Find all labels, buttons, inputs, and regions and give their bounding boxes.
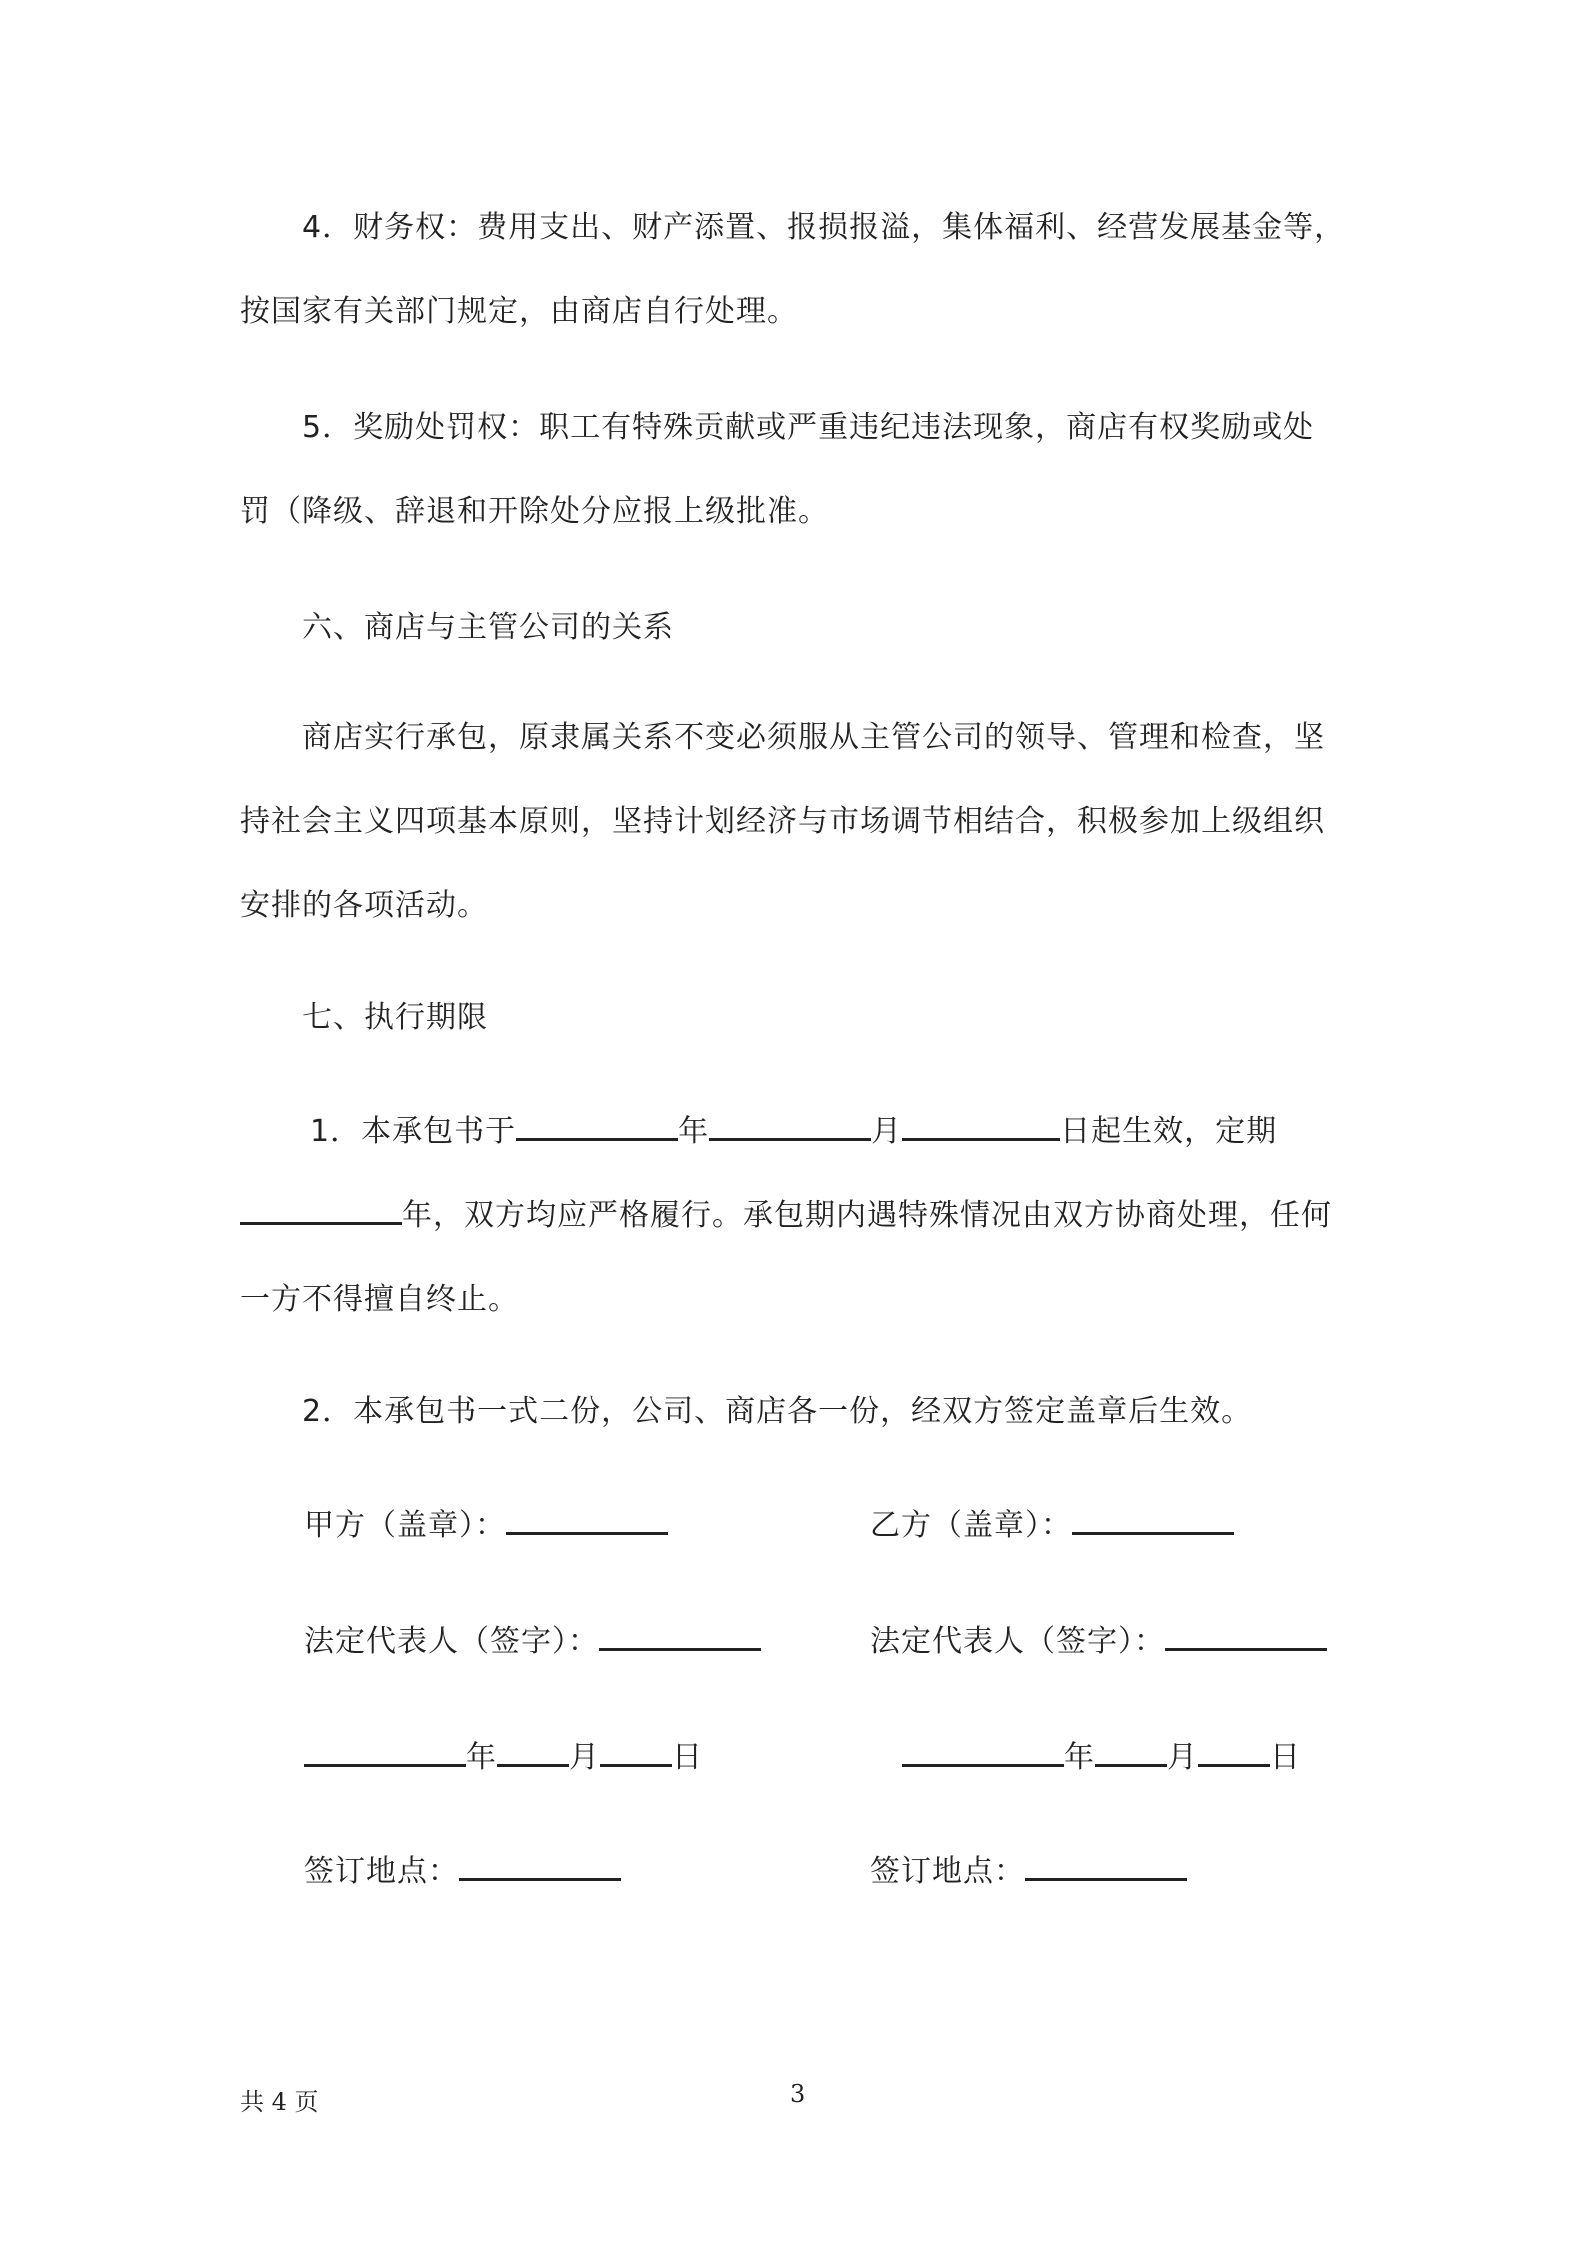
date-a-year: 年 [466, 1740, 497, 1775]
footer-total-pages: 共 4 页 [240, 2088, 319, 2116]
month-blank[interactable] [709, 1112, 871, 1141]
section-7-heading: 七、执行期限 [302, 1000, 488, 1035]
date-a-year-blank[interactable] [304, 1738, 466, 1767]
date-a-month: 月 [569, 1740, 600, 1775]
date-a-day: 日 [672, 1740, 703, 1775]
date-b-month-blank[interactable] [1095, 1738, 1167, 1767]
section-6-line3: 安排的各项活动。 [240, 888, 488, 923]
date-a [304, 1738, 703, 1778]
section-7-item1-line2 [240, 1196, 1332, 1236]
date-b-month: 月 [1167, 1740, 1198, 1775]
place-a-blank[interactable] [459, 1852, 621, 1881]
date-a-day-blank[interactable] [600, 1738, 672, 1767]
section-6-line1: 商店实行承包，原隶属关系不变必须服从主管公司的领导、管理和检查，坚 [302, 720, 1325, 755]
term-years-blank[interactable] [240, 1196, 402, 1225]
item1-month-label: 月 [871, 1114, 903, 1149]
item1-prefix: 1．本承包书于 [310, 1114, 517, 1149]
place-b-blank[interactable] [1025, 1852, 1187, 1881]
day-blank[interactable] [902, 1112, 1060, 1141]
legal-rep-a [304, 1622, 761, 1662]
section-6-line2: 持社会主义四项基本原则，坚持计划经济与市场调节相结合，积极参加上级组织 [240, 804, 1325, 839]
legal-rep-b-blank[interactable] [1165, 1622, 1327, 1651]
place-a [304, 1852, 621, 1892]
date-b-year-blank[interactable] [902, 1738, 1064, 1767]
date-b-day-blank[interactable] [1198, 1738, 1270, 1767]
section-7-item1-line3: 一方不得擅自终止。 [240, 1282, 519, 1317]
item1-year-label: 年 [678, 1114, 710, 1149]
item1-day-label: 日起生效，定期 [1060, 1114, 1278, 1149]
legal-rep-b [870, 1622, 1327, 1662]
paragraph-rewards-line2: 罚（降级、辞退和开除处分应报上级批准。 [240, 494, 829, 529]
date-b [902, 1738, 1301, 1778]
section-7-item2: 2．本承包书一式二份，公司、商店各一份，经双方签定盖章后生效。 [302, 1394, 1253, 1429]
place-a-label: 签订地点： [304, 1854, 459, 1889]
year-blank[interactable] [516, 1112, 678, 1141]
party-b-seal-blank[interactable] [1072, 1506, 1234, 1535]
place-b [870, 1852, 1187, 1892]
date-b-year: 年 [1064, 1740, 1095, 1775]
date-a-month-blank[interactable] [497, 1738, 569, 1767]
party-b-seal [870, 1506, 1234, 1546]
date-b-day: 日 [1270, 1740, 1301, 1775]
party-a-seal-blank[interactable] [506, 1506, 668, 1535]
party-b-seal-label: 乙方（盖章）： [870, 1508, 1072, 1543]
paragraph-rewards-line1: 5．奖励处罚权：职工有特殊贡献或严重违纪违法现象，商店有权奖励或处 [302, 410, 1315, 445]
place-b-label: 签订地点： [870, 1854, 1025, 1889]
legal-rep-a-blank[interactable] [599, 1622, 761, 1651]
section-6-heading: 六、商店与主管公司的关系 [302, 610, 674, 645]
paragraph-financial-rights-line2: 按国家有关部门规定，由商店自行处理。 [240, 294, 798, 329]
legal-rep-b-label: 法定代表人（签字）： [870, 1624, 1165, 1659]
section-7-item1-line1 [310, 1112, 1277, 1152]
item1-line2-text: 年，双方均应严格履行。承包期内遇特殊情况由双方协商处理，任何 [402, 1198, 1332, 1233]
paragraph-financial-rights-line1: 4．财务权：费用支出、财产添置、报损报溢，集体福利、经营发展基金等， [302, 210, 1346, 245]
legal-rep-a-label: 法定代表人（签字）： [304, 1624, 599, 1659]
party-a-seal-label: 甲方（盖章）： [304, 1508, 506, 1543]
footer-page-number: 3 [790, 2080, 806, 2108]
party-a-seal [304, 1506, 668, 1546]
